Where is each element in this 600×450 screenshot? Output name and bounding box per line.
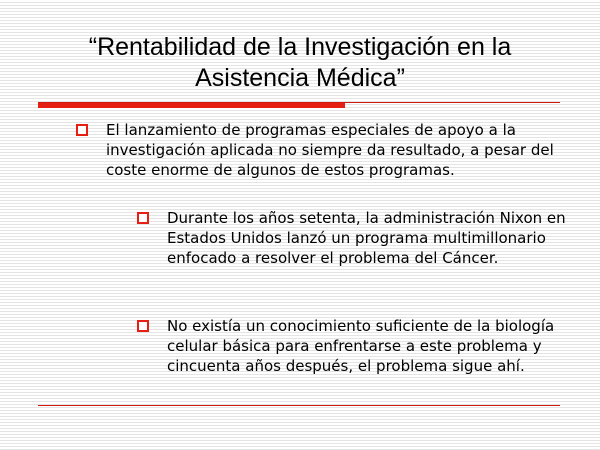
bullet-text-2: Durante los años setenta, la administración Nixon en Estados Unidos lanzó un programa multimillonario enfocado a resolver el problema del Cáncer. [167, 209, 566, 267]
slide-title-line-1: “Rentabilidad de la Investigación en la [88, 33, 512, 61]
bottom-divider-line [38, 405, 560, 406]
bullet-item-1 [76, 120, 576, 180]
bullet-item-3 [137, 316, 577, 376]
slide-title [20, 32, 580, 94]
title-divider-red-bar [38, 103, 345, 108]
bullet-item-2 [137, 208, 577, 268]
bullet-text-1: El lanzamiento de programas especiales de apoyo a la investigación aplicada no siempre da resultado, a pesar del coste enorme de algunos de estos programas. [106, 121, 554, 179]
hollow-square-bullet-icon [137, 212, 149, 224]
hollow-square-bullet-icon [76, 124, 88, 136]
hollow-square-bullet-icon [137, 320, 149, 332]
bullet-text-3: No existía un conocimiento suficiente de la biología celular básica para enfrentarse a este problema y cincuenta años después, el problema sigue ahí. [167, 317, 555, 375]
slide-title-line-2: Asistencia Médica” [195, 64, 405, 92]
